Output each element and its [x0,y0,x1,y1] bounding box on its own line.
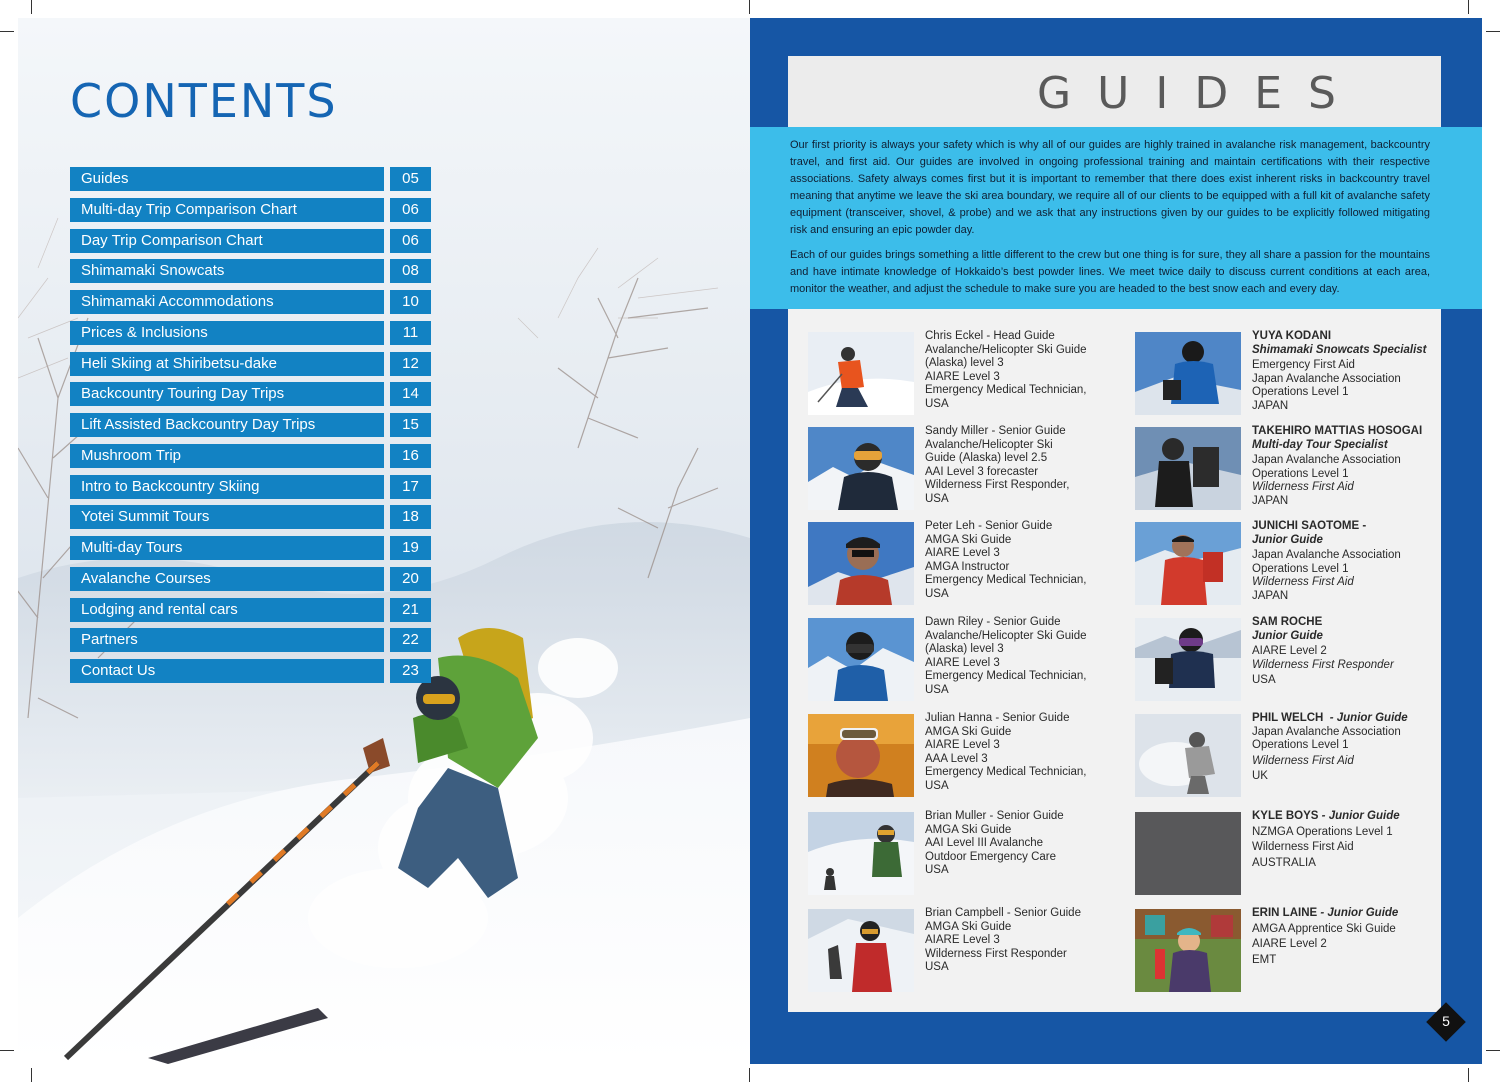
guide-credential: Wilderness First Responder [925,947,1067,960]
guide-card [808,522,1128,612]
table-of-contents [70,167,432,690]
guide-role: - Junior Guide [1321,810,1400,822]
guide-credential: AAI Level III Avalanche [925,837,1044,850]
toc-label[interactable]: Prices & Inclusions [70,321,384,345]
guide-credential: Guide (Alaska) level 2.5 [925,452,1048,465]
toc-item-snowcats[interactable] [70,259,432,283]
guide-role: - Junior Guide [1320,907,1399,919]
guide-credential: USA [925,961,949,974]
guide-credential: AIARE Level 3 [925,739,1000,752]
guides-header [788,56,1441,127]
toc-label[interactable]: Multi-day Trip Comparison Chart [70,198,384,222]
guide-card [1135,909,1455,999]
toc-label[interactable]: Heli Skiing at Shiribetsu-dake [70,352,384,376]
guide-credential: AIARE Level 2 [1252,938,1327,951]
toc-label[interactable]: Contact Us [70,659,384,683]
guide-info [1252,520,1452,604]
guide-credential: USA [925,397,949,410]
guide-credential: AMGA Instructor [925,560,1010,573]
toc-item-avalanche-courses[interactable] [70,567,432,591]
guide-name: Julian Hanna - Senior Guide [925,712,1070,724]
guide-credential: AMGA Ski Guide [925,725,1012,738]
toc-page-number[interactable]: 10 [390,290,431,314]
crop-mark [1468,1068,1469,1082]
guide-name: Dawn Riley - Senior Guide [925,616,1061,628]
guide-credential: Japan Avalanche Association [1252,372,1401,385]
guide-credential: Wilderness First Aid [1252,576,1354,589]
guide-credential: AUSTRALIA [1252,856,1316,869]
guide-name: ERIN LAINE [1252,907,1318,919]
guide-credential: Japan Avalanche Association [1252,549,1401,562]
guide-credential: AMGA Ski Guide [925,920,1012,933]
guide-credential: Emergency Medical Technician, [925,670,1087,683]
guide-name: Brian Campbell - Senior Guide [925,907,1081,919]
toc-page-number[interactable]: 06 [390,198,431,222]
guide-photo [808,812,914,895]
guide-info [1252,425,1452,509]
left-page [18,18,750,1064]
toc-label[interactable]: Shimamaki Accommodations [70,290,384,314]
toc-item-intro-backcountry[interactable] [70,475,432,499]
guide-credential: AIARE Level 3 [925,934,1000,947]
guides-title: GUIDES [1037,68,1362,119]
toc-page-number[interactable]: 19 [390,536,431,560]
guide-credential: EMT [1252,953,1277,966]
guide-info [925,330,1125,412]
guide-role: Junior Guide [1252,629,1323,642]
guide-credential: AIARE Level 3 [925,370,1000,383]
crop-mark [749,1068,750,1082]
toc-label[interactable]: Yotei Summit Tours [70,505,384,529]
guide-info [1252,616,1452,688]
guide-credential: AAI Level 3 forecaster [925,465,1039,478]
toc-label[interactable]: Lift Assisted Backcountry Day Trips [70,413,384,437]
toc-page-number[interactable]: 15 [390,413,431,437]
toc-page-number[interactable]: 21 [390,598,431,622]
guide-credential: USA [925,779,949,792]
guide-photo [808,714,914,797]
toc-page-number[interactable]: 17 [390,475,431,499]
guide-credential: Outdoor Emergency Care [925,850,1057,863]
toc-label[interactable]: Backcountry Touring Day Trips [70,382,384,406]
guide-credential: Japan Avalanche Association [1252,725,1401,738]
intro-band [750,127,1482,309]
toc-label[interactable]: Guides [70,167,384,191]
toc-label[interactable]: Day Trip Comparison Chart [70,229,384,253]
toc-page-number[interactable]: 08 [390,259,431,283]
toc-item-touring-day-trips[interactable] [70,382,432,406]
guide-photo [808,618,914,701]
crop-mark [0,31,14,32]
guide-role: Junior Guide [1252,533,1323,546]
crop-mark [31,0,32,14]
guide-photo [1135,714,1241,797]
guide-photo [1135,427,1241,510]
guide-card [1135,522,1455,612]
guide-photo [808,427,914,510]
toc-page-number[interactable]: 23 [390,659,431,683]
toc-item-lift-assisted[interactable] [70,413,432,437]
toc-label[interactable]: Partners [70,628,384,652]
guide-credential: Wilderness First Responder [1252,658,1394,671]
toc-item-contact-us[interactable] [70,659,432,683]
guide-info [1252,330,1452,414]
guide-credential: AAA Level 3 [925,752,988,765]
toc-label[interactable]: Mushroom Trip [70,444,384,468]
guide-name: SAM ROCHE [1252,616,1323,628]
guide-credential: UK [1252,770,1268,783]
toc-item-lodging[interactable] [70,598,432,622]
guide-card [1135,427,1455,517]
toc-page-number[interactable]: 11 [390,321,431,345]
toc-page-number[interactable]: 22 [390,628,431,652]
guide-credential: (Alaska) level 3 [925,643,1004,656]
contents-title: CONTENTS [70,74,338,128]
toc-page-number[interactable]: 18 [390,505,431,529]
guide-credential: Operations Level 1 [1252,562,1349,575]
guide-name: TAKEHIRO MATTIAS HOSOGAI [1252,425,1423,437]
crop-mark [749,0,750,14]
toc-label[interactable]: Multi-day Tours [70,536,384,560]
guide-name: Brian Muller - Senior Guide [925,810,1064,822]
toc-label[interactable]: Intro to Backcountry Skiing [70,475,384,499]
guide-credential: Operations Level 1 [1252,386,1349,399]
guide-credential: USA [925,587,949,600]
guide-photo [808,332,914,415]
guide-credential: AIARE Level 3 [925,656,1000,669]
intro-paragraph: Each of our guides brings something a little different to the crew but one thing is for sure, they all share a passion for the mountains and have intimate knowledge of Hokkaido’s best powder lines. We meet twice daily to discuss current conditions at each area, monitor the weather, and adjust the schedule to make sure you are headed to the best snow each and every day. [790,249,1430,295]
guide-card [808,618,1128,708]
guide-info [925,907,1125,975]
guide-credential: Avalanche/Helicopter Ski Guide [925,343,1087,356]
toc-page-number[interactable]: 06 [390,229,431,253]
guide-card [1135,332,1455,422]
toc-item-yotei-summit[interactable] [70,505,432,529]
toc-label[interactable]: Shimamaki Snowcats [70,259,384,283]
guide-credential: JAPAN [1252,494,1289,507]
guide-card [1135,714,1455,804]
guide-credential: Wilderness First Aid [1252,841,1354,854]
guide-credential: AIARE Level 3 [925,547,1000,560]
guide-photo-placeholder [1135,812,1241,895]
guide-credential: USA [925,492,949,505]
toc-page-number[interactable]: 14 [390,382,431,406]
guide-role: - Junior Guide [1329,712,1408,724]
guide-info [925,520,1125,602]
guide-card [808,332,1128,422]
guide-photo [808,909,914,992]
guide-card [1135,812,1455,902]
guide-credential: Japan Avalanche Association [1252,454,1401,467]
guide-role: Multi-day Tour Specialist [1252,438,1388,451]
guide-credential: (Alaska) level 3 [925,357,1004,370]
guide-credential: Operations Level 1 [1252,739,1349,752]
guide-credential: Wilderness First Responder, [925,479,1070,492]
guide-credential: Emergency Medical Technician, [925,574,1087,587]
guide-photo [808,522,914,605]
guide-credential: USA [925,683,949,696]
guide-card [1135,618,1455,708]
toc-item-multi-day-comparison[interactable] [70,198,432,222]
toc-page-number[interactable]: 12 [390,352,431,376]
guide-info [925,616,1125,698]
toc-item-heli-skiing[interactable] [70,352,432,376]
toc-label[interactable]: Lodging and rental cars [70,598,384,622]
guide-credential: JAPAN [1252,589,1289,602]
guide-photo [1135,522,1241,605]
guide-name: YUYA KODANI [1252,330,1332,342]
guide-info [925,425,1125,507]
crop-mark [1468,0,1469,14]
toc-item-prices[interactable] [70,321,432,345]
toc-item-multi-day-tours[interactable] [70,536,432,560]
toc-label[interactable]: Avalanche Courses [70,567,384,591]
guide-photo [1135,909,1241,992]
guide-credential: AIARE Level 2 [1252,645,1327,658]
guide-card [808,909,1128,999]
guide-name: Sandy Miller - Senior Guide [925,425,1066,437]
guide-name: Chris Eckel - Head Guide [925,330,1055,342]
guide-credential: Wilderness First Aid [1252,754,1354,767]
toc-item-guides[interactable] [70,167,432,191]
guide-name: KYLE BOYS [1252,810,1319,822]
guide-name: JUNICHI SAOTOME - [1252,520,1367,532]
toc-page-number[interactable]: 05 [390,167,431,191]
guide-credential: Emergency Medical Technician, [925,384,1087,397]
guide-credential: Emergency First Aid [1252,359,1355,372]
guide-credential: AMGA Ski Guide [925,533,1012,546]
guide-info [1252,907,1452,967]
guide-card [808,427,1128,517]
guide-card [808,812,1128,902]
toc-item-partners[interactable] [70,628,432,652]
guide-credential: AMGA Ski Guide [925,823,1012,836]
guides-panel [788,309,1441,1012]
toc-item-mushroom-trip[interactable] [70,444,432,468]
guide-role: Shimamaki Snowcats Specialist [1252,343,1427,356]
guide-info [1252,810,1452,870]
guide-info [1252,712,1452,784]
guide-credential: NZMGA Operations Level 1 [1252,825,1393,838]
guide-credential: Wilderness First Aid [1252,481,1354,494]
guide-credential: JAPAN [1252,399,1289,412]
intro-paragraph: Our first priority is always your safety which is why all of our guides are highly trained in avalanche risk management, backcountry travel, and first aid. Our guides are involved in ongoing professional training and maintain certifications with their respective associations. Safety always comes first but it is important to remember that there does exist inherent risks in backcountry travel meaning that anytime we leave the ski area boundary, we require all of our clients to be equipped with a full kit of avalanche safety equipment (transceiver, shovel, & probe) and we ask that any instructions given by our guides to be explicitly followed mitigating risk and ensuring an epic powder day. [790,139,1430,236]
crop-mark [1486,1050,1500,1051]
guide-info [925,810,1125,878]
guide-credential: Avalanche/Helicopter Ski Guide [925,629,1087,642]
guide-card [808,714,1128,804]
guide-credential: Emergency Medical Technician, [925,766,1087,779]
toc-item-day-trip-comparison[interactable] [70,229,432,253]
toc-page-number[interactable]: 20 [390,567,431,591]
guide-credential: USA [925,864,949,877]
right-page [750,18,1482,1064]
guide-credential: Avalanche/Helicopter Ski [925,438,1053,451]
guide-photo [1135,332,1241,415]
intro-text [790,137,1430,306]
guide-credential: Operations Level 1 [1252,467,1349,480]
crop-mark [31,1068,32,1082]
toc-item-accommodations[interactable] [70,290,432,314]
toc-page-number[interactable]: 16 [390,444,431,468]
guide-name: Peter Leh - Senior Guide [925,520,1053,532]
crop-mark [0,1050,14,1051]
guide-photo [1135,618,1241,701]
guide-credential: AMGA Apprentice Ski Guide [1252,922,1396,935]
crop-mark [1486,31,1500,32]
guide-info [925,712,1125,794]
guide-credential: USA [1252,674,1276,687]
page-number: 5 [1442,1013,1450,1029]
guide-name: PHIL WELCH [1252,712,1324,724]
